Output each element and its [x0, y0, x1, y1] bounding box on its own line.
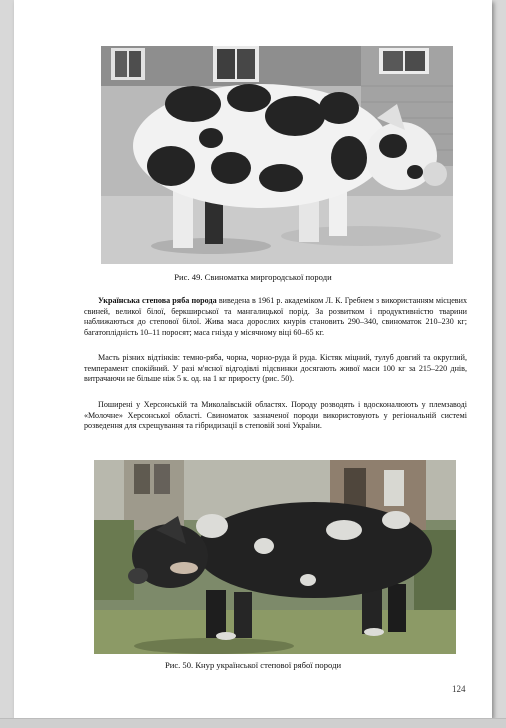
sow-photo-illustration: [101, 46, 453, 264]
document-page: [14, 0, 492, 718]
paragraph-1-text: виведена в 1961 р. академіком Л. К. Гребнем з використанням місцевих свиней, великої білої, беркширської та мангалицької порід. За розвитком і продуктивністю тварини наближаються до степової білої. Жива маса дорослих кнурів становить 290–340, свиноматок 210–230 кг; багатоплідність 10–11 поросят; маса гнізда у місячному віці 60–65 кг.: [84, 296, 467, 337]
photo-boar-ukrainian-steppe: [94, 460, 456, 654]
page-number: 124: [452, 684, 466, 694]
paragraph-distribution: Поширені у Херсонській та Миколаївській областях. Породу розводять і вдосконалюють у племзаводі «Молочне» Херсонської області. Свиноматок зазначеної породи використовують у регіональній системі розведення для схрещування та гібридизації в степовій зоні України.: [84, 400, 467, 431]
breed-name: Українська степова ряба порода: [98, 296, 217, 305]
boar-photo-illustration: [94, 460, 456, 654]
figure-50-caption: Рис. 50. Кнур української степової рябої породи: [164, 660, 342, 670]
figure-49-caption: Рис. 49. Свиноматка миргородської породи: [174, 272, 332, 282]
paragraph-breed-description: [84, 296, 467, 338]
paragraph-coloring: Масть різних відтінків: темно-ряба, чорна, чорно-руда й руда. Кістяк міцний, тулуб довгий та округлий, темперамент спокійний. У разі м'ясної відгодівлі підсвинки досягають живої маси 100 кг за 215–220 днів, витрачаючи не більше ніж 5 к. од. на 1 кг приросту (рис. 50).: [84, 353, 467, 384]
photo-sow-mirgorod: [101, 46, 453, 264]
